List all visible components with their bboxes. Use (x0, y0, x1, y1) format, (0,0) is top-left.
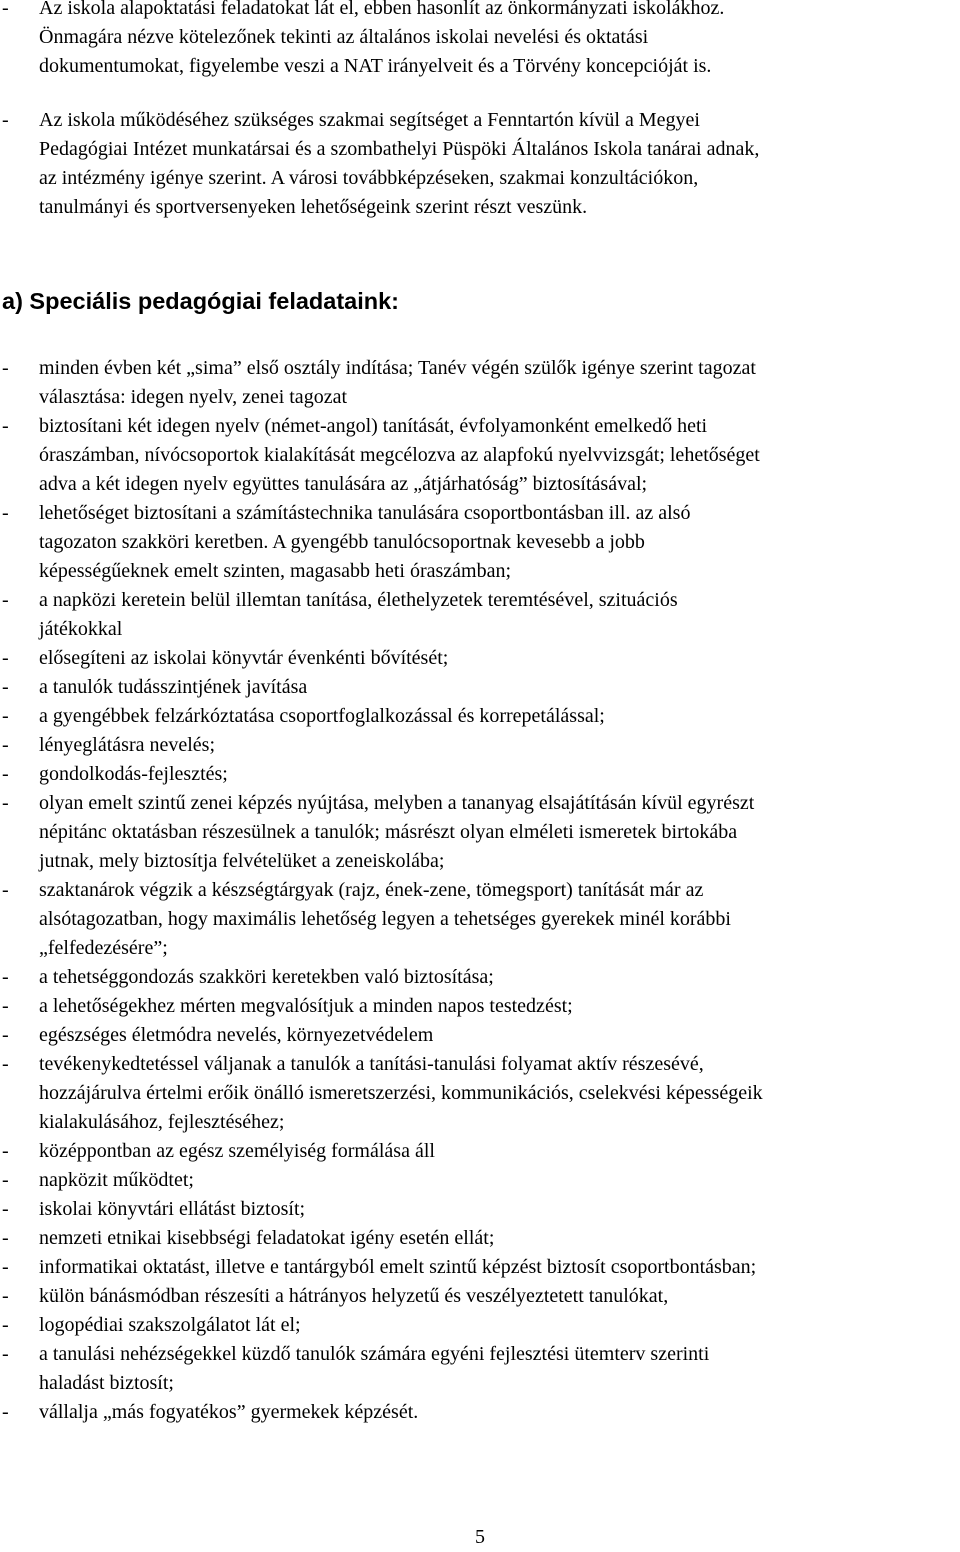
list-item-line: a gyengébbek felzárkóztatása csoportfoglalkozással és korrepetálással; (39, 705, 605, 727)
list-item-line: az intézmény igénye szerint. A városi továbbképzéseken, szakmai konzultációkon, (39, 167, 699, 189)
list-item-line: dokumentumokat, figyelembe veszi a NAT irányelveit és a Törvény koncepcióját is. (39, 55, 712, 77)
list-item (0, 412, 960, 499)
list-item-line: tagozaton szakköri keretben. A gyengébb tanulócsoportnak kevesebb a jobb (39, 531, 645, 553)
bullet-dash: - (2, 995, 9, 1017)
list-item (0, 1311, 960, 1340)
list-item-line: kialakulásához, fejlesztéséhez; (39, 1111, 285, 1133)
bullet-dash: - (2, 1140, 9, 1162)
list-item (0, 1282, 960, 1311)
list-item-line: nemzeti etnikai kisebbségi feladatokat igény esetén ellát; (39, 1227, 495, 1249)
list-item-line: Önmagára nézve kötelezőnek tekinti az általános iskolai nevelési és oktatási (39, 26, 649, 48)
list-item (0, 106, 960, 222)
list-item-line: napközit működtet; (39, 1169, 194, 1191)
list-item (0, 876, 960, 963)
list-item-line: játékokkal (39, 618, 123, 640)
list-item-line: haladást biztosít; (39, 1372, 174, 1394)
section-heading: a) Speciális pedagógiai feladataink: (2, 288, 400, 314)
list-item (0, 992, 960, 1021)
list-item-line: választása: idegen nyelv, zenei tagozat (39, 386, 347, 408)
list-item (0, 586, 960, 644)
list-item-line: „felfedezésére”; (39, 937, 168, 959)
list-item-line: a tanulási nehézségekkel küzdő tanulók számára egyéni fejlesztési ütemterv szerinti (39, 1343, 710, 1365)
bullet-dash: - (2, 676, 9, 698)
bullet-dash: - (2, 1053, 9, 1075)
list-item-line: iskolai könyvtári ellátást biztosít; (39, 1198, 306, 1220)
list-item (0, 760, 960, 789)
list-item-line: vállalja „más fogyatékos” gyermekek képzését. (39, 1401, 419, 1423)
bullet-dash: - (2, 109, 9, 131)
bullet-dash: - (2, 1314, 9, 1336)
list-item (0, 1253, 960, 1282)
list-item-line: lényeglátásra nevelés; (39, 734, 216, 756)
list-item (0, 1050, 960, 1137)
list-item-line: képességűeknek emelt szinten, magasabb heti óraszámban; (39, 560, 512, 582)
list-item-line: egészséges életmódra nevelés, környezetvédelem (39, 1024, 434, 1046)
bullet-dash: - (2, 1343, 9, 1365)
bullet-dash: - (2, 734, 9, 756)
bullet-dash: - (2, 357, 9, 379)
list-item (0, 1398, 960, 1427)
bullet-dash: - (2, 1227, 9, 1249)
bullet-dash: - (2, 763, 9, 785)
list-item (0, 499, 960, 586)
bullet-dash: - (2, 879, 9, 901)
bullet-dash: - (2, 502, 9, 524)
list-item (0, 963, 960, 992)
list-item (0, 1166, 960, 1195)
list-item-line: Pedagógiai Intézet munkatársai és a szombathelyi Püspöki Általános Iskola tanárai adnak, (39, 138, 760, 160)
list-item (0, 731, 960, 760)
bullet-dash: - (2, 792, 9, 814)
list-item-line: jutnak, mely biztosítja felvételüket a zeneiskolába; (39, 850, 445, 872)
bullet-dash: - (2, 0, 9, 19)
list-item-line: gondolkodás-fejlesztés; (39, 763, 228, 785)
bullet-dash: - (2, 1401, 9, 1423)
bullet-dash: - (2, 415, 9, 437)
list-item (0, 1195, 960, 1224)
bullet-dash: - (2, 705, 9, 727)
bullet-dash: - (2, 1285, 9, 1307)
list-item (0, 0, 960, 81)
bullet-dash: - (2, 647, 9, 669)
bullet-dash: - (2, 1169, 9, 1191)
list-item-line: külön bánásmódban részesíti a hátrányos helyzetű és veszélyeztetett tanulókat, (39, 1285, 669, 1307)
list-item (0, 789, 960, 876)
list-item-line: népitánc oktatásban részesülnek a tanulók; másrészt olyan elméleti ismeretek birtokába (39, 821, 738, 843)
list-item (0, 1137, 960, 1166)
list-item-line: szaktanárok végzik a készségtárgyak (rajz, ének-zene, tömegsport) tanítását már az (39, 879, 704, 901)
bullet-dash: - (2, 589, 9, 611)
intro-paragraph (0, 0, 960, 81)
list-item-line: adva a két idegen nyelv együttes tanulására az „átjárhatóság” biztosításával; (39, 473, 648, 495)
list-item-line: óraszámban, nívócsoportok kialakítását megcélozva az alapfokú nyelvvizsgát; lehetőséget (39, 444, 760, 466)
list-item-line: tanulmányi és sportversenyeken lehetőségeink szerint részt veszünk. (39, 196, 588, 218)
list-item-line: logopédiai szakszolgálatot lát el; (39, 1314, 301, 1336)
bullet-dash: - (2, 966, 9, 988)
list-item-line: alsótagozatban, hogy maximális lehetőség legyen a tehetséges gyerekek minél korábbi (39, 908, 731, 930)
list-item (0, 1340, 960, 1398)
list-item (0, 1224, 960, 1253)
list-item-line: lehetőséget biztosítani a számítástechnika tanulására csoportbontásban ill. az alsó (39, 502, 691, 524)
bullet-dash: - (2, 1198, 9, 1220)
list-item (0, 354, 960, 412)
list-item-line: Az iskola működéséhez szükséges szakmai segítséget a Fenntartón kívül a Megyei (39, 109, 700, 131)
bullet-dash: - (2, 1256, 9, 1278)
list-item (0, 702, 960, 731)
list-item-line: középpontban az egész személyiség formálása áll (39, 1140, 435, 1162)
list-item-line: biztosítani két idegen nyelv (német-angol) tanítását, évfolyamonként emelkedő heti (39, 415, 708, 437)
list-item-line: olyan emelt szintű zenei képzés nyújtása, melyben a tananyag elsajátításán kívül egyrészt (39, 792, 755, 814)
bullet-list (0, 354, 960, 1427)
list-item-line: a napközi keretein belül illemtan tanítása, élethelyzetek teremtésével, szituációs (39, 589, 678, 611)
list-item-line: a tanulók tudásszintjének javítása (39, 676, 308, 698)
list-item (0, 644, 960, 673)
list-item-line: informatikai oktatást, illetve e tantárgyból emelt szintű képzést biztosít csoportbontásban; (39, 1256, 757, 1278)
list-item-line: tevékenykedtetéssel váljanak a tanulók a tanítási-tanulási folyamat aktív részesévé, (39, 1053, 704, 1075)
list-item-line: a tehetséggondozás szakköri keretekben való biztosítása; (39, 966, 494, 988)
list-item-line: hozzájárulva értelmi erőik önálló ismeretszerzési, kommunikációs, cselekvési képességeik (39, 1082, 763, 1104)
list-item-line: minden évben két „sima” első osztály indítása; Tanév végén szülők igénye szerint tagozat (39, 357, 756, 379)
list-item-line: a lehetőségekhez mérten megvalósítjuk a minden napos testedzést; (39, 995, 573, 1017)
list-item (0, 1021, 960, 1050)
list-item-line: Az iskola alapoktatási feladatokat lát el, ebben hasonlít az önkormányzati iskolákhoz. (39, 0, 725, 19)
list-item (0, 673, 960, 702)
list-item-line: elősegíteni az iskolai könyvtár évenkénti bővítését; (39, 647, 449, 669)
intro-paragraph (0, 106, 960, 222)
bullet-dash: - (2, 1024, 9, 1046)
page-number: 5 (475, 1526, 485, 1548)
